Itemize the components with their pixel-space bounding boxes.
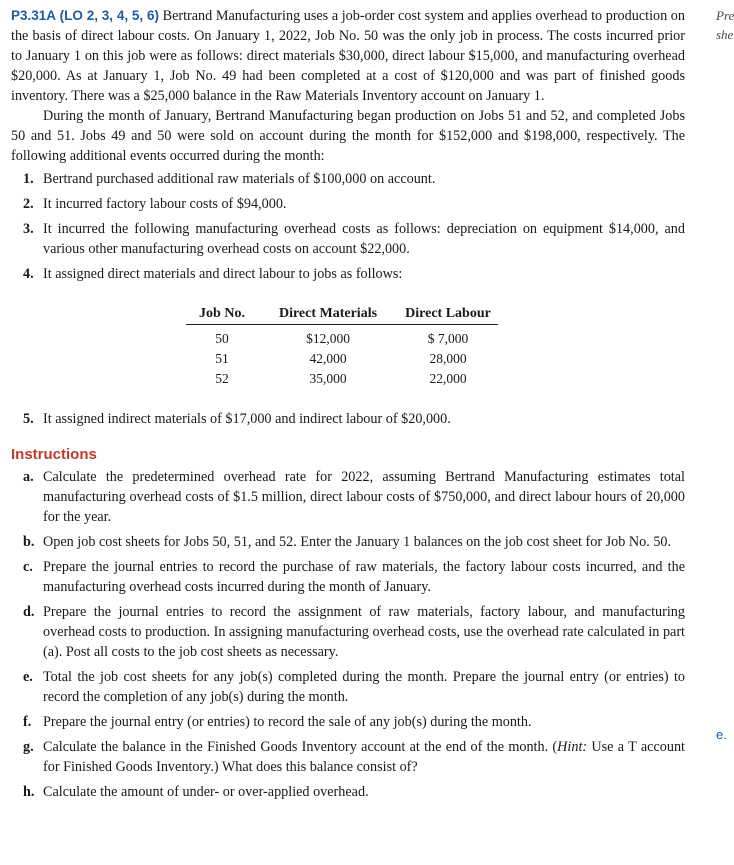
event-item	[11, 264, 685, 284]
instruction-text: Total the job cost sheets for any job(s) completed during the month. Prepare the journal entry (or entries) to record the completion of any job(s) during the month.	[43, 668, 685, 705]
event-item	[11, 409, 685, 429]
instruction-letter: c.	[23, 558, 33, 575]
margin-answer-letter: e.	[716, 727, 727, 742]
instruction-item	[11, 467, 685, 527]
direct-labour-value: $ 7,000	[427, 330, 469, 346]
events-list	[11, 169, 685, 284]
instruction-text: Calculate the amount of under- or over-applied overhead.	[43, 783, 369, 800]
event-number: 5.	[23, 410, 34, 427]
event-text: It assigned indirect materials of $17,000 and indirect labour of $20,000.	[43, 410, 451, 427]
event-text: It incurred the following manufacturing overhead costs as follows: depreciation on equipment $14,000, and various other manufacturing overhead costs on account $22,000.	[43, 221, 685, 257]
instructions-heading: Instructions	[11, 445, 97, 463]
table-row	[186, 329, 498, 349]
instruction-letter: e.	[23, 668, 33, 685]
instruction-text: Calculate the predetermined overhead rate for 2022, assuming Bertrand Manufacturing estimates total manufacturing overhead costs of $1.5 million, direct labour costs of $750,000, and direct labour hours of 20,000 for the year.	[43, 468, 685, 525]
margin-text-second: she	[716, 27, 734, 42]
instruction-item	[11, 712, 685, 732]
january-paragraph: During the month of January, Bertrand Manufacturing began production on Jobs 51 and 52, and completed Jobs 50 and 51. Jobs 49 and 50 were sold on account during the month for $152,000 and $198,000, respectively. The following additional events occurred during the month:	[11, 108, 685, 164]
event-text: It assigned direct materials and direct labour to jobs as follows:	[43, 266, 403, 282]
direct-labour-value: 28,000	[429, 350, 467, 366]
event-text: It incurred factory labour costs of $94,000.	[43, 196, 287, 212]
instruction-item	[11, 737, 685, 777]
instructions-list	[11, 467, 685, 802]
learning-objectives: (LO 2, 3, 4, 5, 6)	[59, 8, 159, 23]
job-number: 50	[215, 330, 229, 346]
problem-intro	[11, 6, 685, 106]
instruction-letter: b.	[23, 533, 35, 550]
instruction-item	[11, 532, 685, 552]
instruction-text: Open job cost sheets for Jobs 50, 51, and 52. Enter the January 1 balances on the job cost sheet for Job No. 50.	[43, 533, 672, 550]
instruction-text: Prepare the journal entry (or entries) to record the sale of any job(s) during the month.	[43, 713, 532, 730]
instruction-text-continued: Use a T account for Finished Goods Inventory.) What does this balance consist of?	[43, 738, 685, 775]
event-number: 3.	[23, 221, 34, 237]
instruction-text: Prepare the journal entries to record the assignment of raw materials, factory labour, and manufacturing overhead costs to production. In assigning manufacturing overhead costs, use the overhead rate calculated in part (a). Post all costs to the job cost sheets as necessary.	[43, 603, 685, 660]
event-number: 2.	[23, 196, 34, 212]
instruction-item	[11, 602, 685, 662]
instruction-letter: f.	[23, 713, 32, 730]
instruction-letter: h.	[23, 783, 35, 800]
header-direct-labour: Direct Labour	[398, 305, 498, 325]
event-item	[11, 169, 685, 189]
direct-materials-value: $12,000	[306, 330, 350, 346]
instruction-item	[11, 667, 685, 707]
event-text: Bertrand purchased additional raw materials of $100,000 on account.	[43, 171, 436, 187]
margin-text-top: Pre	[716, 8, 734, 23]
hint-label: Hint:	[557, 738, 588, 755]
instruction-letter: a.	[23, 468, 34, 485]
intro-text: Bertrand Manufacturing uses a job-order cost system and applies overhead to production on the basis of direct labour costs. On January 1, 2022, Job No. 50 was the only job in process. The costs incurred prior to January 1 on this job were as follows: direct materials $30,000, direct labour $15,000, and manufacturing overhead $20,000. As at January 1, Job No. 49 had been completed at a cost of $120,000 and was part of finished goods inventory. There was a $25,000 balance in the Raw Materials Inventory account on January 1.	[11, 8, 685, 104]
direct-materials-value: 35,000	[309, 370, 347, 386]
instruction-letter: d.	[23, 603, 35, 620]
job-number: 52	[215, 370, 229, 386]
instruction-text: Calculate the balance in the Finished Goods Inventory account at the end of the month. (	[43, 738, 558, 755]
event-item	[11, 194, 685, 214]
direct-labour-value: 22,000	[429, 370, 467, 386]
event-number: 4.	[23, 266, 34, 282]
header-direct-materials: Direct Materials	[258, 305, 398, 325]
header-job-no: Job No.	[186, 305, 258, 325]
event-item	[11, 219, 685, 259]
table-row	[186, 369, 498, 389]
instruction-letter: g.	[23, 738, 34, 755]
event-number: 1.	[23, 171, 34, 187]
job-cost-table	[186, 305, 498, 389]
instruction-text: Prepare the journal entries to record the purchase of raw materials, the factory labour costs incurred, and the manufacturing overhead costs incurred during the month of January.	[43, 558, 685, 595]
instruction-item	[11, 557, 685, 597]
events-list-continued	[11, 409, 685, 429]
instruction-item	[11, 782, 685, 802]
problem-page	[11, 6, 685, 807]
table-row	[186, 349, 498, 369]
job-number: 51	[215, 350, 229, 366]
problem-id: P3.31A	[11, 8, 57, 23]
direct-materials-value: 42,000	[309, 350, 347, 366]
